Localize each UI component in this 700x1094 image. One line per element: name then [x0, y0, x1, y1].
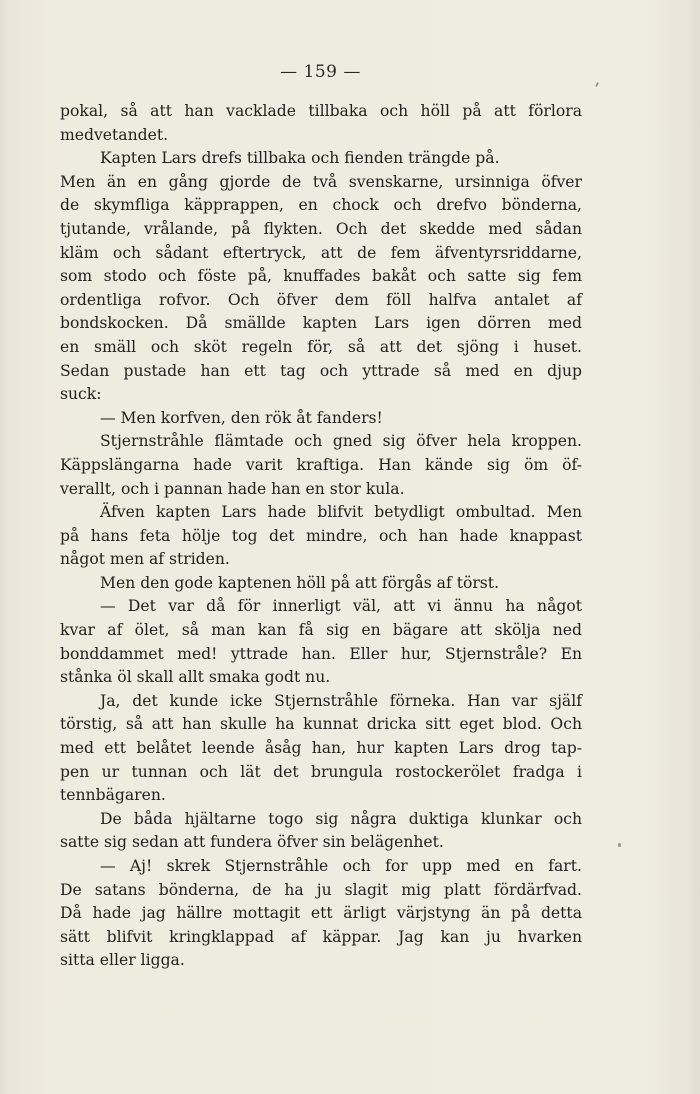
text-line: verallt, och i pannan hade han en stor kula.: [60, 479, 405, 498]
text-line: en smäll och sköt regeln för, så att det sjöng i huset.: [60, 337, 582, 356]
text-line: tennbägaren.: [60, 786, 166, 805]
text-line: bondskocken. Då smällde kapten Lars igen dörren med: [60, 314, 582, 333]
text-line: Då hade jag hällre mottagit ett ärligt värjstyng än på detta: [60, 904, 582, 923]
text-line: medvetandet.: [60, 125, 169, 144]
text-line: som stodo och föste på, knuffades bakåt och satte sig fem: [60, 267, 582, 286]
text-line: Äfven kapten Lars hade blifvit betydligt ombultad. Men: [100, 503, 582, 522]
text-line: Kapten Lars drefs tillbaka och fienden trängde på.: [100, 149, 500, 168]
text-line: bonddammet med! yttrade han. Eller hur, Stjernstråle? En: [60, 644, 582, 663]
body-text: [60, 100, 582, 973]
text-line: Sedan pustade han ett tag och yttrade så med en djup: [60, 361, 582, 380]
text-line: satte sig sedan att fundera öfver sin belägenhet.: [60, 833, 444, 852]
text-line: sätt blifvit kringklappad af käppar. Jag kan ju hvarken: [60, 927, 582, 946]
text-line: Ja, det kunde icke Stjernstråhle förneka. Han var själf: [100, 691, 582, 710]
text-line: något men af striden.: [60, 550, 230, 569]
text-line: pokal, så att han vacklade tillbaka och höll på att förlora: [60, 102, 582, 120]
text-line: Men än en gång gjorde de två svenskarne, ursinniga öfver: [60, 172, 582, 191]
text-line: — Det var då för innerligt väl, att vi ännu ha något: [100, 597, 582, 616]
text-line: — Men korfven, den rök åt fanders!: [100, 408, 383, 427]
text-line: De satans bönderna, de ha ju slagit mig platt fördärfvad.: [60, 880, 582, 899]
text-line: De båda hjältarne togo sig några duktiga klunkar och: [100, 809, 582, 828]
text-line: på hans feta hölje tog det mindre, och han hade knappast: [60, 526, 582, 545]
text-line: pen ur tunnan och lät det brungula rostockerölet fradga i: [60, 762, 582, 781]
text-line: stånka öl skall allt smaka godt nu.: [60, 668, 331, 687]
text-line: sitta eller ligga.: [60, 951, 185, 970]
text-line: Stjernstråhle flämtade och gned sig öfver hela kroppen.: [100, 432, 582, 451]
text-line: törstig, så att han skulle ha kunnat dricka sitt eget blod. Och: [60, 715, 582, 734]
paper-speck: [595, 82, 599, 87]
text-line: — Aj! skrek Stjernstråhle och for upp med en fart.: [100, 857, 582, 875]
paper-speck: [618, 843, 621, 847]
text-line: ordentliga rofvor. Och öfver dem föll halfva antalet af: [60, 290, 582, 309]
text-line: Käppslängarna hade varit kraftiga. Han kände sig öm öf-: [60, 455, 582, 474]
text-line: med ett belåtet leende åsåg han, hur kapten Lars drog tap-: [60, 739, 582, 758]
text-line: kvar af ölet, så man kan få sig en bägare att skölja ned: [60, 621, 582, 640]
text-line: tjutande, vrålande, på flykten. Och det skedde med sådan: [60, 219, 582, 238]
text-line: kläm och sådant eftertryck, att de fem äfventyrsriddarne,: [60, 243, 582, 262]
page-number: — 159 —: [280, 62, 361, 82]
text-line: suck:: [60, 385, 102, 404]
text-line: Men den gode kaptenen höll på att förgås af törst.: [100, 573, 500, 592]
text-line: de skymfliga käpprappen, en chock och drefvo bönderna,: [60, 196, 582, 215]
